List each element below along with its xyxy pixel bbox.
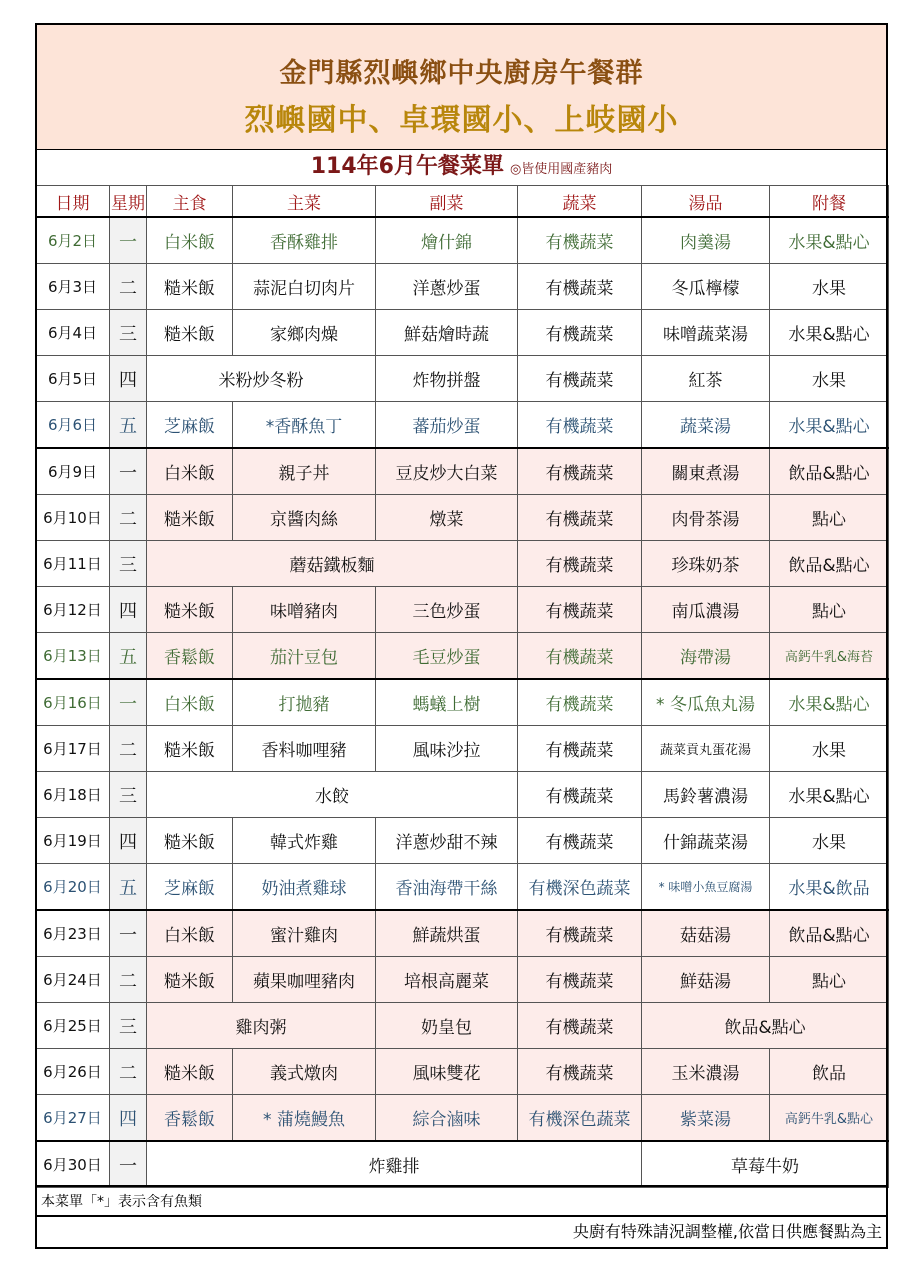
staple-cell: 芝麻飯 — [147, 402, 233, 449]
staple-cell: 白米飯 — [147, 910, 233, 957]
staple-cell: 糙米飯 — [147, 310, 233, 356]
main-dish-cell: 味噌豬肉 — [233, 587, 376, 633]
extra-cell: 點心 — [770, 587, 889, 633]
extra-cell: 飲品 — [770, 1049, 889, 1095]
date-cell: 6月5日 — [36, 356, 110, 402]
date-cell: 6月12日 — [36, 587, 110, 633]
side-dish-cell: 風味沙拉 — [376, 726, 518, 772]
soup-cell: 鮮菇湯 — [642, 957, 770, 1003]
weekday-cell: 一 — [110, 1141, 147, 1188]
main-dish-cell: 奶油煮雞球 — [233, 864, 376, 911]
extra-cell: 水果&點心 — [770, 310, 889, 356]
staple-cell: 糙米飯 — [147, 957, 233, 1003]
vegetable-cell: 有機蔬菜 — [518, 1049, 642, 1095]
side-dish-cell: 豆皮炒大白菜 — [376, 448, 518, 495]
main-dish-cell: 香料咖哩豬 — [233, 726, 376, 772]
date-cell: 6月30日 — [36, 1141, 110, 1188]
combined-dish-cell: 水餃 — [147, 772, 518, 818]
soup-cell: 肉骨茶湯 — [642, 495, 770, 541]
page-frame — [35, 23, 888, 1249]
side-dish-cell: 三色炒蛋 — [376, 587, 518, 633]
main-dish-cell: 親子丼 — [233, 448, 376, 495]
extra-cell: 飲品&點心 — [770, 448, 889, 495]
side-dish-cell: 鮮菇燴時蔬 — [376, 310, 518, 356]
vegetable-cell: 有機蔬菜 — [518, 356, 642, 402]
weekday-cell: 二 — [110, 1049, 147, 1095]
side-dish-cell: 炸物拼盤 — [376, 356, 518, 402]
weekday-cell: 三 — [110, 310, 147, 356]
soup-cell: 南瓜濃湯 — [642, 587, 770, 633]
weekday-cell: 五 — [110, 402, 147, 449]
extra-cell: 飲品&點心 — [770, 910, 889, 957]
date-cell: 6月23日 — [36, 910, 110, 957]
weekday-cell: 五 — [110, 633, 147, 680]
staple-cell: 白米飯 — [147, 448, 233, 495]
date-cell: 6月19日 — [36, 818, 110, 864]
side-dish-cell: 燉菜 — [376, 495, 518, 541]
main-dish-cell: 家鄉肉燥 — [233, 310, 376, 356]
main-dish-cell: 茄汁豆包 — [233, 633, 376, 680]
date-cell: 6月20日 — [36, 864, 110, 911]
soup-cell: 肉羹湯 — [642, 217, 770, 264]
main-dish-cell: 蒜泥白切肉片 — [233, 264, 376, 310]
pork-origin-note: ◎皆使用國產豬肉 — [509, 162, 613, 177]
combined-dish-cell: 炸雞排 — [147, 1141, 642, 1188]
main-dish-cell: 蘋果咖哩豬肉 — [233, 957, 376, 1003]
extra-cell: 高鈣牛乳&點心 — [770, 1095, 889, 1142]
date-cell: 6月26日 — [36, 1049, 110, 1095]
extra-cell: 水果&飲品 — [770, 864, 889, 911]
side-dish-cell: 奶皇包 — [376, 1003, 518, 1049]
col-header-main-dish: 主菜 — [233, 186, 376, 218]
date-cell: 6月6日 — [36, 402, 110, 449]
side-dish-cell: 風味雙花 — [376, 1049, 518, 1095]
staple-cell: 香鬆飯 — [147, 633, 233, 680]
soup-cell: 紫菜湯 — [642, 1095, 770, 1142]
soup-cell: 什錦蔬菜湯 — [642, 818, 770, 864]
soup-cell: 馬鈴薯濃湯 — [642, 772, 770, 818]
soup-cell: 珍珠奶茶 — [642, 541, 770, 587]
staple-cell: 糙米飯 — [147, 264, 233, 310]
staple-cell: 糙米飯 — [147, 495, 233, 541]
extra-cell: 水果 — [770, 818, 889, 864]
side-dish-cell: 螞蟻上樹 — [376, 679, 518, 726]
weekday-cell: 四 — [110, 818, 147, 864]
staple-cell: 糙米飯 — [147, 1049, 233, 1095]
extra-cell: 飲品&點心 — [770, 541, 889, 587]
vegetable-cell: 有機蔬菜 — [518, 310, 642, 356]
combined-dish-cell: 雞肉粥 — [147, 1003, 376, 1049]
side-dish-cell: 洋蔥炒蛋 — [376, 264, 518, 310]
soup-cell: 味噌蔬菜湯 — [642, 310, 770, 356]
date-cell: 6月2日 — [36, 217, 110, 264]
date-cell: 6月16日 — [36, 679, 110, 726]
extra-cell: 水果 — [770, 726, 889, 772]
side-dish-cell: 香油海帶干絲 — [376, 864, 518, 911]
weekday-cell: 一 — [110, 448, 147, 495]
weekday-cell: 四 — [110, 587, 147, 633]
soup-extra-cell: 草莓牛奶 — [642, 1141, 889, 1188]
soup-cell: 菇菇湯 — [642, 910, 770, 957]
col-header-vegetable: 蔬菜 — [518, 186, 642, 218]
main-dish-cell: 義式燉肉 — [233, 1049, 376, 1095]
soup-cell: 蔬菜貢丸蛋花湯 — [642, 726, 770, 772]
side-dish-cell: 培根高麗菜 — [376, 957, 518, 1003]
side-dish-cell: 毛豆炒蛋 — [376, 633, 518, 680]
weekday-cell: 二 — [110, 726, 147, 772]
weekday-cell: 四 — [110, 1095, 147, 1142]
soup-extra-cell: 飲品&點心 — [642, 1003, 889, 1049]
side-dish-cell: 鮮蔬烘蛋 — [376, 910, 518, 957]
fish-footnote: 本菜單「*」表示含有魚類 — [35, 1185, 888, 1217]
menu-title-main: 114年6月午餐菜單 — [310, 154, 504, 179]
col-header-soup: 湯品 — [642, 186, 770, 218]
extra-cell: 水果&點心 — [770, 217, 889, 264]
vegetable-cell: 有機蔬菜 — [518, 726, 642, 772]
vegetable-cell: 有機深色蔬菜 — [518, 864, 642, 911]
staple-cell: 香鬆飯 — [147, 1095, 233, 1142]
main-dish-cell: 京醬肉絲 — [233, 495, 376, 541]
side-dish-cell: 燴什錦 — [376, 217, 518, 264]
date-cell: 6月25日 — [36, 1003, 110, 1049]
date-cell: 6月24日 — [36, 957, 110, 1003]
date-cell: 6月13日 — [36, 633, 110, 680]
weekday-cell: 一 — [110, 910, 147, 957]
weekday-cell: 三 — [110, 541, 147, 587]
adjustment-notice: 央廚有特殊請況調整權,依當日供應餐點為主 — [35, 1217, 888, 1249]
vegetable-cell: 有機蔬菜 — [518, 957, 642, 1003]
staple-cell: 白米飯 — [147, 679, 233, 726]
vegetable-cell: 有機蔬菜 — [518, 264, 642, 310]
extra-cell: 高鈣牛乳&海苔 — [770, 633, 889, 680]
vegetable-cell: 有機蔬菜 — [518, 633, 642, 680]
side-dish-cell: 綜合滷味 — [376, 1095, 518, 1142]
kitchen-title: 金門縣烈嶼鄉中央廚房午餐群 — [279, 58, 644, 89]
weekday-cell: 三 — [110, 1003, 147, 1049]
date-cell: 6月18日 — [36, 772, 110, 818]
extra-cell: 水果&點心 — [770, 772, 889, 818]
vegetable-cell: 有機蔬菜 — [518, 1003, 642, 1049]
soup-cell: 海帶湯 — [642, 633, 770, 680]
school-names: 烈嶼國中、卓環國小、上岐國小 — [244, 103, 679, 138]
main-dish-cell: 打拋豬 — [233, 679, 376, 726]
soup-cell: 冬瓜檸檬 — [642, 264, 770, 310]
staple-cell: 芝麻飯 — [147, 864, 233, 911]
col-header-extra: 附餐 — [770, 186, 889, 218]
combined-dish-cell: 蘑菇鐵板麵 — [147, 541, 518, 587]
date-cell: 6月3日 — [36, 264, 110, 310]
weekday-cell: 二 — [110, 957, 147, 1003]
staple-cell: 糙米飯 — [147, 726, 233, 772]
weekday-cell: 三 — [110, 772, 147, 818]
extra-cell: 水果 — [770, 356, 889, 402]
staple-cell: 白米飯 — [147, 217, 233, 264]
weekday-cell: 五 — [110, 864, 147, 911]
soup-cell: * 味噌小魚豆腐湯 — [642, 864, 770, 911]
vegetable-cell: 有機蔬菜 — [518, 217, 642, 264]
date-cell: 6月11日 — [36, 541, 110, 587]
soup-cell: * 冬瓜魚丸湯 — [642, 679, 770, 726]
col-header-side-dish: 副菜 — [376, 186, 518, 218]
col-header-staple: 主食 — [147, 186, 233, 218]
extra-cell: 水果 — [770, 264, 889, 310]
date-cell: 6月4日 — [36, 310, 110, 356]
date-cell: 6月9日 — [36, 448, 110, 495]
vegetable-cell: 有機蔬菜 — [518, 679, 642, 726]
vegetable-cell: 有機深色蔬菜 — [518, 1095, 642, 1142]
date-cell: 6月10日 — [36, 495, 110, 541]
main-dish-cell: 韓式炸雞 — [233, 818, 376, 864]
vegetable-cell: 有機蔬菜 — [518, 402, 642, 449]
extra-cell: 水果&點心 — [770, 402, 889, 449]
col-header-date: 日期 — [36, 186, 110, 218]
date-cell: 6月17日 — [36, 726, 110, 772]
soup-cell: 紅茶 — [642, 356, 770, 402]
vegetable-cell: 有機蔬菜 — [518, 910, 642, 957]
weekday-cell: 一 — [110, 679, 147, 726]
main-dish-cell: *香酥魚丁 — [233, 402, 376, 449]
weekday-cell: 二 — [110, 264, 147, 310]
weekday-cell: 四 — [110, 356, 147, 402]
extra-cell: 點心 — [770, 495, 889, 541]
weekday-cell: 一 — [110, 217, 147, 264]
vegetable-cell: 有機蔬菜 — [518, 772, 642, 818]
extra-cell: 點心 — [770, 957, 889, 1003]
main-dish-cell: * 蒲燒鰻魚 — [233, 1095, 376, 1142]
vegetable-cell: 有機蔬菜 — [518, 541, 642, 587]
staple-cell: 糙米飯 — [147, 818, 233, 864]
soup-cell: 蔬菜湯 — [642, 402, 770, 449]
side-dish-cell: 蕃茄炒蛋 — [376, 402, 518, 449]
soup-cell: 玉米濃湯 — [642, 1049, 770, 1095]
weekday-cell: 二 — [110, 495, 147, 541]
extra-cell: 水果&點心 — [770, 679, 889, 726]
vegetable-cell: 有機蔬菜 — [518, 818, 642, 864]
side-dish-cell: 洋蔥炒甜不辣 — [376, 818, 518, 864]
soup-cell: 關東煮湯 — [642, 448, 770, 495]
vegetable-cell: 有機蔬菜 — [518, 587, 642, 633]
vegetable-cell: 有機蔬菜 — [518, 448, 642, 495]
main-dish-cell: 蜜汁雞肉 — [233, 910, 376, 957]
staple-cell: 糙米飯 — [147, 587, 233, 633]
date-cell: 6月27日 — [36, 1095, 110, 1142]
combined-dish-cell: 米粉炒冬粉 — [147, 356, 376, 402]
vegetable-cell: 有機蔬菜 — [518, 495, 642, 541]
main-dish-cell: 香酥雞排 — [233, 217, 376, 264]
col-header-weekday: 星期 — [110, 186, 147, 218]
